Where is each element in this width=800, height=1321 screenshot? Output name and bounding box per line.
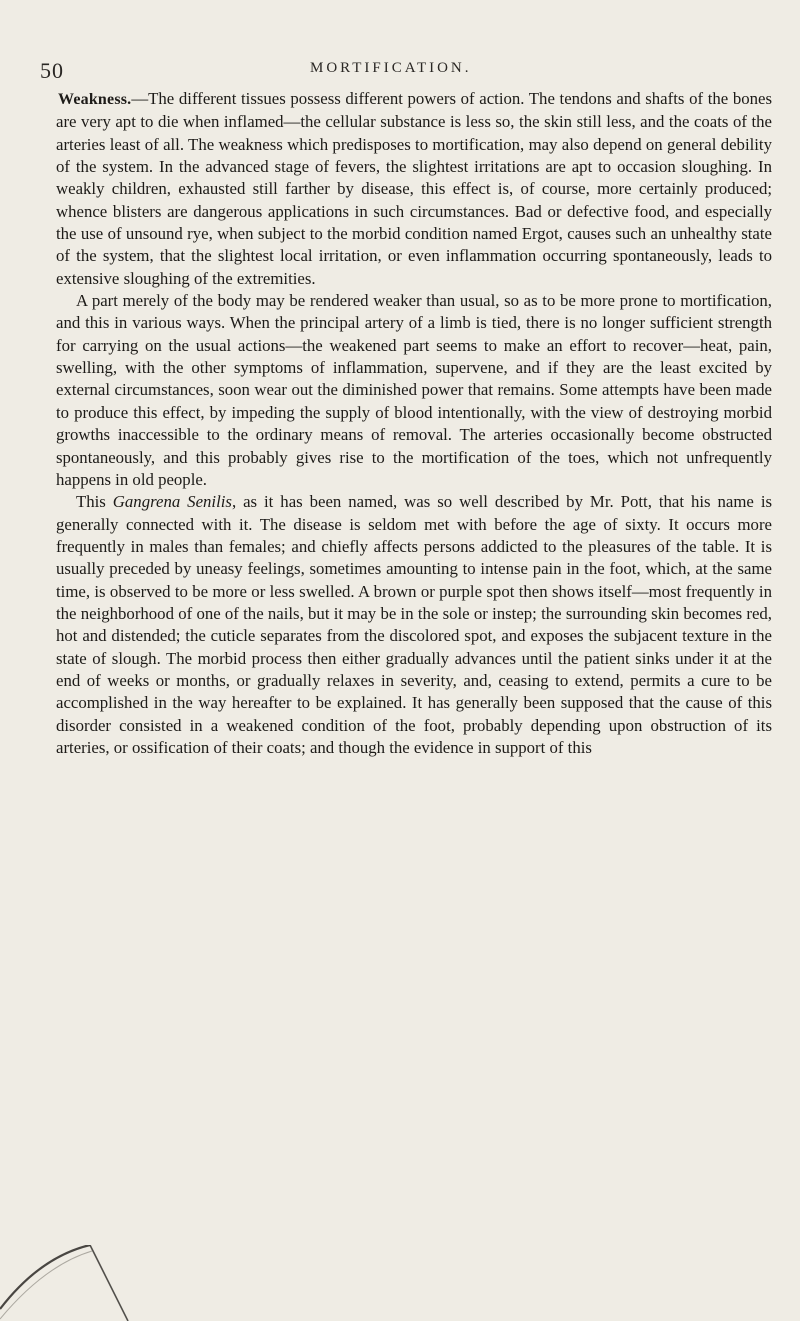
- running-head: MORTIFICATION.: [310, 60, 472, 76]
- paragraph-weakness-text: —The different tissues possess different powers of action. The tendons and shafts of the bones are very apt to die when inflamed—the cellular substance is less so, the skin still less, and the coats of the arteries least of all. The weakness which predisposes to mortification, may also depend on general debility of the system. In the advanced stage of fevers, the slightest irritations are apt to occasion sloughing. In weakly children, exhausted still farther by disease, this effect is, of course, more certainly produced; whence blisters are dangerous applications in such circumstances. Bad or defective food, and especially the use of unsound rye, when subject to the morbid condition named Ergot, causes such an unhealthy state of the system, that the slightest local irritation, or even inflammation occurring spontaneously, leads to extensive sloughing of the extremities.: [56, 89, 772, 288]
- body-text: [56, 88, 772, 759]
- page-number: 50: [40, 58, 64, 83]
- paragraph-gangrena-lead: This: [76, 492, 113, 512]
- side-heading-weakness: Weakness.: [58, 91, 132, 108]
- paragraph-weakness: [56, 88, 772, 290]
- page-header: [0, 58, 800, 88]
- paragraph-gangrena-text: , as it has been named, was so well described by Mr. Pott, that his name is generally connected with it. The disease is seldom met with before the age of sixty. It occurs more frequently in males than females; and chiefly affects persons addicted to the pleasures of the table. It is usually preceded by uneasy feelings, sometimes amounting to intense pain in the foot, which, at the same time, is observed to be more or less swelled. A brown or purple spot then shows itself—most frequently in the neighborhood of one of the nails, but it may be in the sole or instep; the surrounding skin becomes red, hot and distended; the cuticle separates from the discolored spot, and exposes the subjacent texture in the state of slough. The morbid process then either gradually advances until the patient sinks under it at the end of weeks or months, or gradually relaxes in severity, and, ceasing to extend, permits a cure to be accomplished in the way hereafter to be explained. It has generally been supposed that the cause of this disorder consisted in a weakened condition of the foot, probably depending upon obstruction of its arteries, or ossification of their coats; and though the evidence in support of this: [56, 492, 773, 757]
- paragraph-gangrena-senilis: [56, 491, 772, 759]
- paragraph-part-weaker: A part merely of the body may be rendered weaker than usual, so as to be more prone to mortification, and this in various ways. When the principal artery of a limb is tied, there is no longer sufficient strength for carrying on the usual actions—the weakened part seems to make an effort to recover—heat, pain, swelling, with the other symptoms of inflammation, supervene, and if they are the least excited by external circumstances, soon wear out the diminished power that remains. Some attempts have been made to produce this effect, by impeding the supply of blood intentionally, with the view of destroying morbid growths inaccessible to the ordinary means of removal. The arteries occasionally become obstructed spontaneously, and this probably gives rise to the mortification of the toes, which not unfrequently happens in old people.: [56, 291, 772, 489]
- term-gangrena-senilis: Gangrena Senilis: [112, 492, 232, 512]
- page-corner-crease: [0, 1245, 140, 1321]
